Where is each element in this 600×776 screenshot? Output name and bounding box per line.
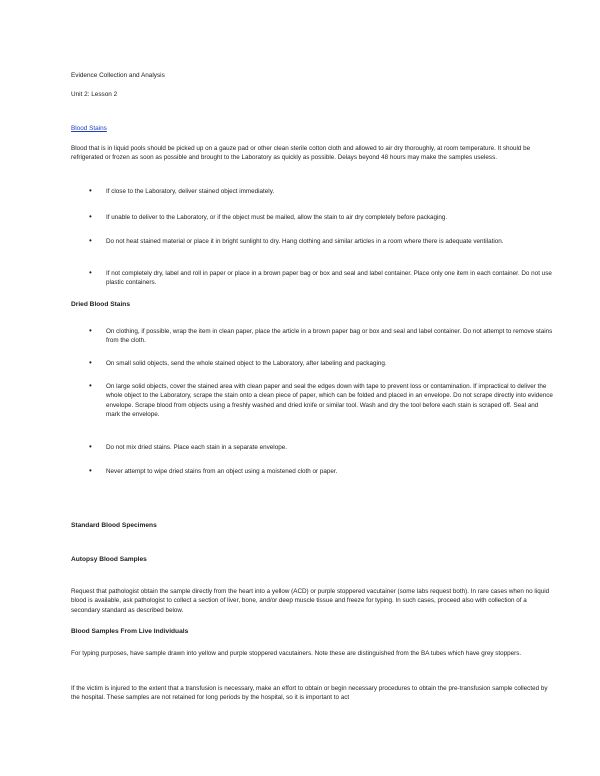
bullet-dot: • <box>89 186 92 195</box>
live-individuals-heading: Blood Samples From Live Individuals <box>71 628 189 635</box>
document-title: Evidence Collection and Analysis <box>71 72 165 79</box>
bullet-dot: • <box>89 326 92 335</box>
list-item: Do not mix dried stains. Place each stain in a separate envelope. <box>106 444 287 451</box>
list-item: Never attempt to wipe dried stains from an object using a moistened cloth or paper. <box>106 468 338 475</box>
list-item: On large solid objects, cover the stained area with clean paper and seal the edges down with tape to prevent loss or contamination. If impractical to deliver the whole object to the Laboratory, scrape the stain onto a clean piece of paper, which can be folded and placed in an envelope. Do not scrape directly into evidence envelope. Scrape blood from objects using a freshly washed and dried knife or similar tool. Wash and dry the tool before each stain is scraped off. Seal and mark the envelope. <box>106 383 553 418</box>
list-item: On clothing, if possible, wrap the item in clean paper, place the article in a brown paper bag or box and seal and label container. Do not attempt to remove stains from the cloth. <box>106 328 553 345</box>
bullet-dot: • <box>89 358 92 367</box>
live-individuals-text-2: If the victim is injured to the extent that a transfusion is necessary, make an effort to obtain or begin necessary procedures to obtain the pre-transfusion sample collected by the hospital. These samples are not retained for long periods by the hospital, so it is important to act <box>71 685 548 702</box>
autopsy-text: Request that pathologist obtain the sample directly from the heart into a yellow (ACD) or purple stoppered vacutainer (some labs request both). In rare cases when no liquid blood is available, ask pathologist to collect a section of liver, bone, and/or deep muscle tissue and freeze for typing. In such cases, proceed also with collection of a secondary standard as described below. <box>71 588 550 614</box>
unit-label: Unit 2: Lesson 2 <box>71 91 118 98</box>
list-item: Do not heat stained material or place it in bright sunlight to dry. Hang clothing and similar articles in a room where there is adequate ventilation. <box>106 238 504 245</box>
bullet-dot: • <box>89 466 92 475</box>
bullet-dot: • <box>89 212 92 221</box>
bullet-dot: • <box>89 268 92 277</box>
live-individuals-text-1: For typing purposes, have sample drawn into yellow and purple stoppered vacutainers. Note these are distinguished from the BA tubes which have grey stoppers. <box>71 650 522 657</box>
bullet-dot: • <box>89 381 92 390</box>
blood-stains-heading-link[interactable]: Blood Stains <box>71 125 107 132</box>
bullet-dot: • <box>89 236 92 245</box>
autopsy-heading: Autopsy Blood Samples <box>71 556 147 563</box>
bullet-dot: • <box>89 442 92 451</box>
list-item: If close to the Laboratory, deliver stained object immediately. <box>106 188 275 195</box>
blood-stains-intro: Blood that is in liquid pools should be picked up on a gauze pad or other clean sterile cotton cloth and allowed to air dry thoroughly, at room temperature. It should be refrigerated or frozen as soon as possible and brought to the Laboratory as quickly as possible. Delays beyond 48 hours may make the samples useless. <box>71 145 531 162</box>
list-item: If not completely dry, label and roll in paper or place in a brown paper bag or box and seal and label container. Place only one item in each container. Do not use plastic containers. <box>106 270 552 287</box>
standard-specimens-heading: Standard Blood Specimens <box>71 522 157 529</box>
dried-blood-stains-heading: Dried Blood Stains <box>71 301 130 308</box>
list-item: On small solid objects, send the whole stained object to the Laboratory, after labeling and packaging. <box>106 360 387 367</box>
list-item: If unable to deliver to the Laboratory, or if the object must be mailed, allow the stain to air dry completely before packaging. <box>106 214 448 221</box>
